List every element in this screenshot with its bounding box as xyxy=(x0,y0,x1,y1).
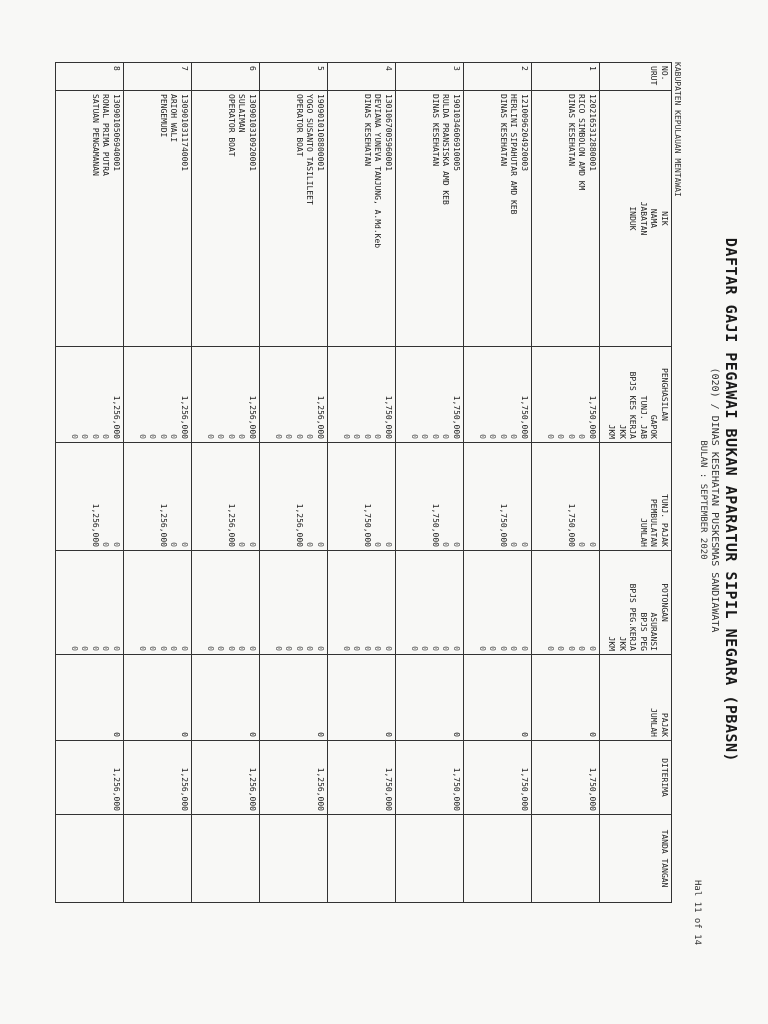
row-pajak: 0 xyxy=(112,732,121,737)
header-nama: NAMA xyxy=(649,208,659,229)
row-signature[interactable] xyxy=(396,815,464,903)
row-no: 2 xyxy=(464,63,532,91)
row-income: 1,256,000 0 0 0 0 xyxy=(260,347,328,443)
row-identity xyxy=(56,91,124,347)
header-nik: NIK xyxy=(660,211,669,226)
row-signature[interactable] xyxy=(464,815,532,903)
row-jabatan: OPERATOR BOAT xyxy=(295,94,304,157)
row-received xyxy=(396,741,464,815)
row-income: 1,750,000 0 0 0 0 xyxy=(464,347,532,443)
row-jabatan: PENGEMUDI xyxy=(159,94,168,138)
row-nik: 1901034606910005 xyxy=(452,94,461,172)
row-pajak: 0 xyxy=(180,732,189,737)
row-income: 1,750,000 0 0 0 0 xyxy=(328,347,396,443)
salary-table xyxy=(55,62,672,903)
row-identity xyxy=(328,91,396,347)
row-jumlah: 1,750,000 xyxy=(363,503,372,547)
row-tax xyxy=(192,655,260,741)
header-induk: INDUK xyxy=(628,206,638,231)
row-deductions: 0 0 0 0 0 xyxy=(192,551,260,655)
header-signature: TANDA TANGAN xyxy=(600,815,672,903)
row-pajak: 0 xyxy=(452,732,461,737)
row-income: 1,256,000 0 0 0 0 xyxy=(124,347,192,443)
row-identity xyxy=(260,91,328,347)
row-diterima: 1,256,000 xyxy=(112,767,121,811)
row-tax xyxy=(56,655,124,741)
header-totals: TUNJ. PAJAK PEMBULATAN JUMLAH xyxy=(600,443,672,551)
row-nama: HERLINI SIPAHUTAR AMD KEB xyxy=(509,94,519,215)
row-totals: 0 0 1,256,000 xyxy=(192,443,260,551)
row-tax xyxy=(124,655,192,741)
row-jumlah: 1,750,000 xyxy=(499,503,508,547)
row-identity xyxy=(396,91,464,347)
row-gapok: 1,256,000 xyxy=(316,395,325,439)
row-nik: 1909010108800001 xyxy=(316,94,325,172)
table-header-row xyxy=(600,63,672,903)
header-deduction-title: POTONGAN xyxy=(660,583,669,622)
row-deductions: 0 0 0 0 0 xyxy=(124,551,192,655)
header-jabatan: JABATAN xyxy=(639,201,648,236)
row-jabatan: OPERATOR BOAT xyxy=(227,94,236,157)
row-no: 1 xyxy=(532,63,600,91)
row-diterima: 1,256,000 xyxy=(248,767,257,811)
row-totals: 0 0 1,256,000 xyxy=(56,443,124,551)
header-identity xyxy=(600,91,672,347)
row-identity xyxy=(464,91,532,347)
row-jabatan: DINAS KESEHATAN xyxy=(499,94,508,167)
row-pajak: 0 xyxy=(316,732,325,737)
row-jabatan: SATUAN PENGAMANAN xyxy=(91,94,100,176)
row-deductions: 0 0 0 0 0 xyxy=(396,551,464,655)
row-nama: RICO SIMBOLON AMD KM xyxy=(577,94,587,191)
row-nama: RONAL PRIMA PUTRA xyxy=(101,94,111,176)
row-received xyxy=(192,741,260,815)
row-totals: 0 0 1,750,000 xyxy=(396,443,464,551)
row-jumlah: 1,750,000 xyxy=(431,503,440,547)
row-nik: 1309010506940001 xyxy=(112,94,121,172)
row-no: 8 xyxy=(56,63,124,91)
row-totals: 0 0 1,750,000 xyxy=(532,443,600,551)
row-gapok: 1,256,000 xyxy=(248,395,257,439)
row-nik: 1301067005960001 xyxy=(384,94,393,172)
document-period: BULAN : SEPTEMBER 2020 xyxy=(698,440,708,560)
row-jumlah: 1,750,000 xyxy=(567,503,576,547)
row-diterima: 1,256,000 xyxy=(316,767,325,811)
row-nama: DEVIANA YUNEVA TANJUNG, A.Md.Keb xyxy=(373,94,383,249)
row-signature[interactable] xyxy=(124,815,192,903)
row-nik: 1210096204920003 xyxy=(520,94,529,172)
row-no: 5 xyxy=(260,63,328,91)
row-gapok: 1,750,000 xyxy=(520,395,529,439)
row-deductions: 0 0 0 0 0 xyxy=(532,551,600,655)
header-deductions: POTONGAN ASURANSI BPJS PEG BPJS PEG.KERJA JKK JKM xyxy=(600,551,672,655)
document-unit: (020) / DINAS KESEHATAN PUSKESMAS SANDIAWATA xyxy=(709,367,720,633)
row-nama: ARIOH WALI xyxy=(169,94,179,143)
row-gapok: 1,750,000 xyxy=(384,395,393,439)
row-jabatan: DINAS KESEHATAN xyxy=(567,94,576,167)
row-tax xyxy=(260,655,328,741)
row-tax xyxy=(328,655,396,741)
row-tax xyxy=(532,655,600,741)
row-gapok: 1,750,000 xyxy=(588,395,597,439)
row-nik: 1309010311740001 xyxy=(180,94,189,172)
row-totals: 0 0 1,256,000 xyxy=(260,443,328,551)
row-nama: YOGO SUSANTO TASILILEET xyxy=(305,94,315,205)
row-jabatan: DINAS KESEHATAN xyxy=(431,94,440,167)
row-diterima: 1,750,000 xyxy=(588,767,597,811)
row-income: 1,750,000 0 0 0 0 xyxy=(532,347,600,443)
row-nama: RULDA PRANSISKA AMD KEB xyxy=(441,94,451,205)
header-tax: PAJAK JUMLAH xyxy=(600,655,672,741)
row-nik: 1202165312880001 xyxy=(588,94,597,172)
row-no: 3 xyxy=(396,63,464,91)
regency-label: KABUPATEN KEPULAUAN MENTAWAI xyxy=(673,62,682,197)
row-totals: 0 0 1,256,000 xyxy=(124,443,192,551)
row-income: 1,750,000 0 0 0 0 xyxy=(396,347,464,443)
table-row xyxy=(56,63,124,903)
row-received xyxy=(56,741,124,815)
row-gapok: 1,750,000 xyxy=(452,395,461,439)
row-tax xyxy=(464,655,532,741)
row-deductions: 0 0 0 0 0 xyxy=(328,551,396,655)
row-totals: 0 0 1,750,000 xyxy=(464,443,532,551)
header-income: PENGHASILAN GAPOK TUNJ. JAB BPJS KES KERJA JKK JKM xyxy=(600,347,672,443)
row-received xyxy=(260,741,328,815)
table-row xyxy=(396,63,464,903)
row-signature[interactable] xyxy=(260,815,328,903)
row-pajak: 0 xyxy=(384,732,393,737)
row-nama: SULAIMAN xyxy=(237,94,247,133)
header-received: DITERIMA xyxy=(600,741,672,815)
page-number: Hal 11 of 14 xyxy=(692,880,702,946)
header-no: NO. URUT xyxy=(600,63,672,91)
table-row xyxy=(192,63,260,903)
table-row xyxy=(260,63,328,903)
row-totals: 0 0 1,750,000 xyxy=(328,443,396,551)
row-signature[interactable] xyxy=(328,815,396,903)
row-jabatan: DINAS KESEHATAN xyxy=(363,94,372,167)
row-identity xyxy=(192,91,260,347)
row-nik: 1309010310920001 xyxy=(248,94,257,172)
row-identity xyxy=(532,91,600,347)
document-title: DAFTAR GAJI PEGAWAI BUKAN APARATUR SIPIL NEGARA (PBASN) xyxy=(722,237,740,763)
row-tax xyxy=(396,655,464,741)
table-row xyxy=(464,63,532,903)
row-deductions: 0 0 0 0 0 xyxy=(56,551,124,655)
row-received xyxy=(328,741,396,815)
row-signature[interactable] xyxy=(532,815,600,903)
row-gapok: 1,256,000 xyxy=(112,395,121,439)
table-row xyxy=(124,63,192,903)
row-received xyxy=(124,741,192,815)
row-signature[interactable] xyxy=(56,815,124,903)
row-diterima: 1,256,000 xyxy=(180,767,189,811)
row-gapok: 1,256,000 xyxy=(180,395,189,439)
row-income: 1,256,000 0 0 0 0 xyxy=(192,347,260,443)
row-signature[interactable] xyxy=(192,815,260,903)
row-jumlah: 1,256,000 xyxy=(295,503,304,547)
row-pajak: 0 xyxy=(520,732,529,737)
row-deductions: 0 0 0 0 0 xyxy=(464,551,532,655)
row-no: 6 xyxy=(192,63,260,91)
row-received xyxy=(532,741,600,815)
row-pajak: 0 xyxy=(248,732,257,737)
row-jumlah: 1,256,000 xyxy=(159,503,168,547)
row-diterima: 1,750,000 xyxy=(452,767,461,811)
table-row xyxy=(532,63,600,903)
row-diterima: 1,750,000 xyxy=(520,767,529,811)
table-row xyxy=(328,63,396,903)
row-jumlah: 1,256,000 xyxy=(227,503,236,547)
row-no: 7 xyxy=(124,63,192,91)
row-jumlah: 1,256,000 xyxy=(91,503,100,547)
row-identity xyxy=(124,91,192,347)
header-income-title: PENGHASILAN xyxy=(660,368,669,421)
row-income: 1,256,000 0 0 0 0 xyxy=(56,347,124,443)
row-pajak: 0 xyxy=(588,732,597,737)
row-received xyxy=(464,741,532,815)
row-diterima: 1,750,000 xyxy=(384,767,393,811)
row-no: 4 xyxy=(328,63,396,91)
row-deductions: 0 0 0 0 0 xyxy=(260,551,328,655)
